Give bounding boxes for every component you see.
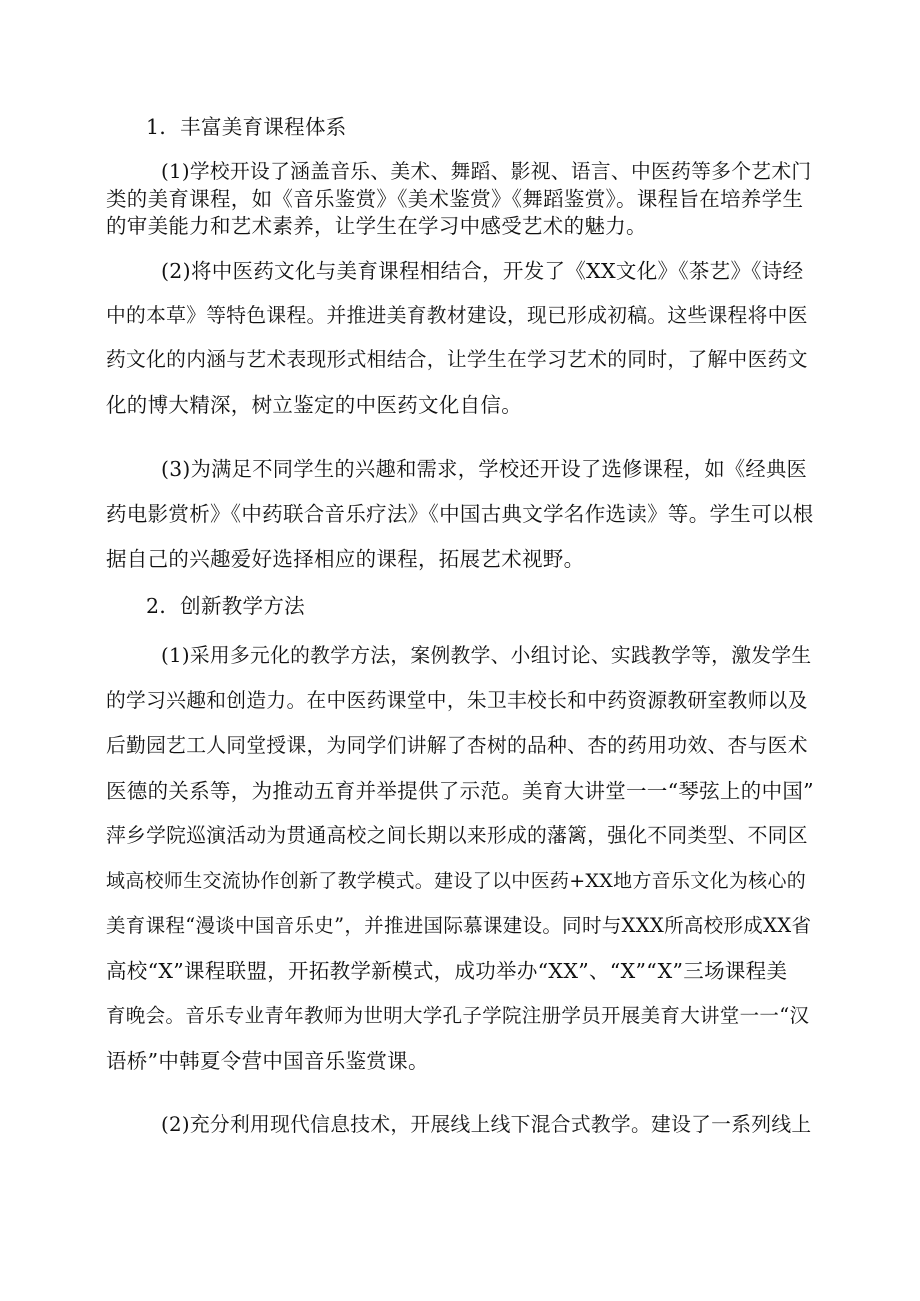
paragraph-2-1-line-9: 育晚会。音乐专业青年教师为世明大学孔子学院注册学员开展美育大讲堂一一“汉 <box>106 1004 810 1027</box>
paragraph-2-1-line-5: 萍乡学院巡演活动为贯通高校之间长期以来形成的藩篱，强化不同类型、不同区 <box>106 824 808 847</box>
paragraph-2-1-line-3: 后勤园艺工人同堂授课，为同学们讲解了杏树的品种、杏的药用功效、杏与医术 <box>106 734 808 757</box>
paragraph-1-3-line-3: 据自己的兴趣爱好选择相应的课程，拓展艺术视野。 <box>106 547 585 571</box>
heading-1: 1．丰富美育课程体系 <box>146 115 347 139</box>
heading-2: 2．创新教学方法 <box>146 594 305 618</box>
paragraph-2-1-line-10: 语桥”中韩夏令营中国音乐鉴赏课。 <box>106 1049 429 1073</box>
paragraph-2-1-line-1: (1)采用多元化的教学方法，案例教学、小组讨论、实践教学等，激发学生 <box>161 644 812 667</box>
paragraph-2-2-line-1: (2)充分利用现代信息技术，开展线上线下混合式教学。建设了一系列线上 <box>161 1113 812 1136</box>
paragraph-2-1-line-6: 域高校师生交流协作创新了教学模式。建设了以中医药+XX地方音乐文化为核心的 <box>106 870 807 892</box>
paragraph-2-1-line-2: 的学习兴趣和创造力。在中医药课堂中，朱卫丰校长和中药资源教研室教师以及 <box>106 689 808 712</box>
paragraph-1-2-line-1: (2)将中医药文化与美育课程相结合，开发了《XX文化》《茶艺》《诗经 <box>161 259 804 283</box>
paragraph-1-2-line-4: 化的博大精深，树立鉴定的中医药文化自信。 <box>106 393 522 417</box>
paragraph-1-1-line-2: 类的美育课程，如《音乐鉴赏》《美术鉴赏》《舞蹈鉴赏》。课程旨在培养学生 <box>106 187 804 211</box>
paragraph-2-1-line-8: 高校“X”课程联盟，开拓教学新模式，成功举办“XX”、“X”“X”三场课程美 <box>106 959 788 983</box>
paragraph-1-2-line-3: 药文化的内涵与艺术表现形式相结合，让学生在学习艺术的同时，了解中医药文 <box>106 348 808 371</box>
paragraph-1-1-line-1: (1)学校开设了涵盖音乐、美术、舞蹈、影视、语言、中医药等多个艺术门 <box>161 160 812 183</box>
paragraph-1-3-line-1: (3)为满足不同学生的兴趣和需求，学校还开设了选修课程，如《经典医 <box>161 457 808 481</box>
paragraph-1-1-line-3: 的审美能力和艺术素养，让学生在学习中感受艺术的魅力。 <box>106 214 647 238</box>
paragraph-1-2-line-2: 中的本草》等特色课程。并推进美育教材建设，现已形成初稿。这些课程将中医 <box>106 304 808 327</box>
paragraph-2-1-line-4: 医德的关系等，为推动五育并举提供了示范。美育大讲堂一一“琴弦上的中国” <box>106 779 814 803</box>
paragraph-1-3-line-2: 药电影赏析》《中药联合音乐疗法》《中国古典文学名作选读》等。学生可以根 <box>106 502 814 526</box>
paragraph-2-1-line-7: 美育课程“漫谈中国音乐史”，并推进国际慕课建设。同时与XXX所高校形成XX省 <box>106 914 812 937</box>
